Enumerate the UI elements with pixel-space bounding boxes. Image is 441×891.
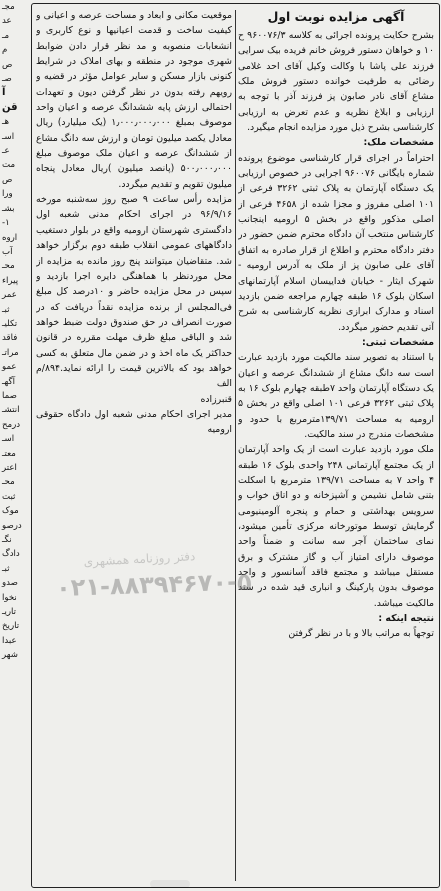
- clipped-word: درمح: [2, 419, 21, 430]
- watermark-text: دفتر روزنامه همشهری: [83, 549, 196, 569]
- clipped-word: عد: [2, 16, 12, 27]
- clipped-word: آگهـ: [2, 376, 15, 387]
- clipped-word: عمو: [2, 362, 17, 373]
- section-heading: مشخصات ثبتی:: [362, 336, 434, 348]
- clipped-word: قن: [2, 101, 18, 113]
- clipped-word: عبدا: [2, 635, 17, 646]
- clipped-word: محـ: [2, 477, 15, 488]
- paragraph: توجهاً به مراتب بالا و با در نظر گرفتن: [288, 628, 434, 640]
- clipped-word: مـ: [2, 30, 10, 41]
- clipped-word: ثبـ: [2, 563, 10, 574]
- section-heading: مشخصات ملک:: [363, 137, 434, 149]
- clipped-word: ورا: [2, 189, 13, 200]
- clipped-word: صدو: [2, 578, 18, 589]
- clipped-word: اسـ: [2, 434, 15, 445]
- clipped-word: پیراء: [2, 275, 19, 286]
- clipped-word: فاقد: [2, 333, 18, 344]
- clipped-word: هـ: [2, 117, 10, 128]
- clipped-word: تاریـ: [2, 607, 17, 618]
- adjacent-column-edge: [0, 0, 30, 891]
- clipped-word: صما: [2, 390, 17, 401]
- clipped-word: اروه: [2, 232, 18, 243]
- phone-number-stamp: ۰۲۱-۸۸۳۹۴۶۷۰-۵: [55, 567, 253, 603]
- clipped-word: مجـ: [2, 2, 15, 12]
- right-column-body: [238, 28, 434, 642]
- clipped-word: اسـ: [2, 131, 15, 142]
- scan-smudge: [150, 880, 190, 888]
- clipped-word: شهر: [2, 650, 18, 661]
- clipped-word: تاریخ: [2, 621, 20, 632]
- paragraph: احتراماً در اجرای قرار کارشناسی موضوع پرونده شماره بایگانی ۹۶۰۰۷۶ اجرایی در خصوص ارزیابی یک دستگاه آپارتمان به پلاک ثبتی ۳۲۶۲ فرعی از ۱۰۱ اصلی مفروز و مجزا شده از ۴۶۵۸ فرعی از اصلی مذکور واقع در بخش ۵ ارومیه اینجانب کارشناس منتخب آن دادگاه محترم ضمن حضور در دفتر دادگاه محترم و اطلاع از قرار صادره به اتفاق آقای علی صابون پز از ملک به آدرس ارومیه - شهرک ایثار - خیابان فداییسان اسلام آپارتمانهای اسکان بلوک ۱۶ طبقه چهارم مراجعه ضمن بازدید اسناد و مدارک ابرازی نظریه کارشناسی به شرح آتی تقدیم حضور میگردد.: [238, 152, 434, 333]
- paragraph: موقعیت مکانی و ابعاد و مساحت عرصه و اعیانی و کیفیت ساخت و قدمت اعیانیها و نوع کاربری و انشعابات منصوبه و مد نظر قرار دادن ضوابط شهری موجود در منطقه و بهای املاک در شرایط کنونی بازار مسکن و سایر عوامل مؤثر در قضیه و رویهم رفته بدون در نظر گرفتن دیون و تعهدات احتمالی ارزش پایه ششدانگ عرصه و اعیان واحد موصوف بمبلغ ۱٫۰۰۰٫۰۰۰٫۰۰۰ (یک میلیارد) ریال معادل یکصد میلیون تومان و ارزش سه دانگ مشاع از ششدانگ عرصه و اعیان ملک موصوف مبلغ ۵۰۰٫۰۰۰٫۰۰۰ (پانصد میلیون )ریال معادل پنجاه میلیون تقویم و تقدیم میگردد.: [36, 10, 232, 190]
- paragraph: مدیر اجرای احکام مدنی شعبه اول دادگاه حقوقی ارومیه: [36, 408, 232, 436]
- clipped-word: ثبـ: [2, 304, 10, 315]
- clipped-word: ۱-: [2, 218, 10, 229]
- clipped-word: معتـ: [2, 448, 16, 459]
- clipped-word: نخوا: [2, 592, 17, 603]
- clipped-word: اعتر: [2, 463, 17, 473]
- clipped-word: آ: [2, 87, 6, 99]
- notice-right-column: [238, 8, 434, 883]
- clipped-word: مت: [2, 160, 16, 171]
- clipped-word: نگـ: [2, 535, 12, 546]
- clipped-word: محـ: [2, 261, 15, 272]
- left-column-body: [36, 8, 232, 438]
- paragraph: با استناد به تصویر سند مالکیت مورد بازدید عبارت است سه دانگ مشاع از ششدانگ عرصه و اعیان یک دستگاه آپارتمان واحد ۷طبقه چهارم بلوک ۱۶ به پلاک ثبتی ۳۲۶۲ فرعی ۱۰۱ اصلی واقع در بخش ۵ ارومیه به مساحت ۱۳۹/۷۱مترمربع با حدود و مشخصات مندرج در سند مالکیت.: [238, 352, 434, 440]
- column-divider: [235, 10, 236, 881]
- clipped-word: آب: [2, 246, 13, 257]
- clipped-word: موک: [2, 506, 19, 517]
- paragraph: قنبرزاده: [200, 393, 232, 405]
- paragraph: ملک مورد بازدید عبارت است از یک واحد آپارتمان از یک مجتمع آپارتمانی ۲۴۸ واحدی بلوک ۱۶ طبقه ۴ واحد ۷ به مساحت ۱۳۹/۷۱ مترمربع با اسکلت بتنی شامل نشیمن و آشپزخانه و دو اتاق خواب و سرویس بهداشتی و حمام و پنجره آلومینیومی گرمایش توسط موتورخانه مرکزی تأمین میشود، نمای ساختمان آجر سه سانت و ضمناً واحد موصوف دارای امتیاز آب و گاز مشترک و برق مستقل میباشد و مجتمع فاقد آسانسور و واحد موصوف بدون پارکینگ و انباری قید شده در سند مالکیت میباشد.: [238, 444, 434, 609]
- clipped-word: عـ: [2, 146, 10, 157]
- clipped-word: تکلیـ: [2, 318, 18, 329]
- clipped-word: درصو: [2, 520, 22, 531]
- clipped-word: دادگ: [2, 549, 20, 560]
- auction-notice-box: [31, 3, 440, 888]
- clipped-word: ص: [2, 174, 13, 185]
- clipped-word: بشـ: [2, 203, 15, 214]
- clipped-word: انتشـ: [2, 405, 20, 416]
- clipped-word: ص: [2, 59, 13, 70]
- clipped-word: م: [2, 45, 8, 56]
- paragraph: بشرح حکایت پرونده اجرائی به کلاسه ۹۶۰۰۷۶/۳ ح ۱۰ و خواهان دستور فروش خانم فریده بیک سرایی فرزند علی پاشا با وکالت وکیل آقای احد غلامی رضائی به طرفیت خوانده دستور فروش ملک مشاع آقای نادر صابون پز فرزند آذر با توجه به ارزیابی و ابلاغ نظریه و عدم تعرض به ارزیابی کارشناسی بشرح ذیل مورد مزایده انجام میگیرد.: [238, 30, 434, 134]
- notice-title: آگهی مزایده نوبت اول: [267, 9, 405, 24]
- clipped-word: صـ: [2, 74, 12, 85]
- clipped-word: مراتـ: [2, 347, 19, 358]
- section-heading: نتیجه اینکه :: [378, 613, 434, 625]
- clipped-word: ثبت: [2, 491, 16, 502]
- clipped-word: عمر: [2, 290, 17, 301]
- paragraph: مزایده رأس ساعت ۹ صبح روز سه‌شنبه مورخه ۹۶/۹/۱۶ در اجرای احکام مدنی شعبه اول دادگستری شهرستان ارومیه واقع در بلوار دستغیب دادگاههای عمومی انقلاب طبقه دوم برگزار خواهد شد. متقاضیان میتوانند پنج روز مانده به مزایده از محل موردنظر با هماهنگی دایره اجرا بازدید و سپس در محل مزایده حاضر و ۱۰درصد کل مبلغ فی‌المجلس از برنده مزایده نقداً دریافت که در صورت انصراف در حق صندوق دولت ضبط خواهد شد و الباقی مبلغ ظرف مهلت مقرره در قانون حداکثر یک ماه اخذ و در ضمن مال متعلق به کسی خواهد بود که بالاترین قیمت را ارائه نماید.۸۹۴/م الف: [36, 194, 232, 390]
